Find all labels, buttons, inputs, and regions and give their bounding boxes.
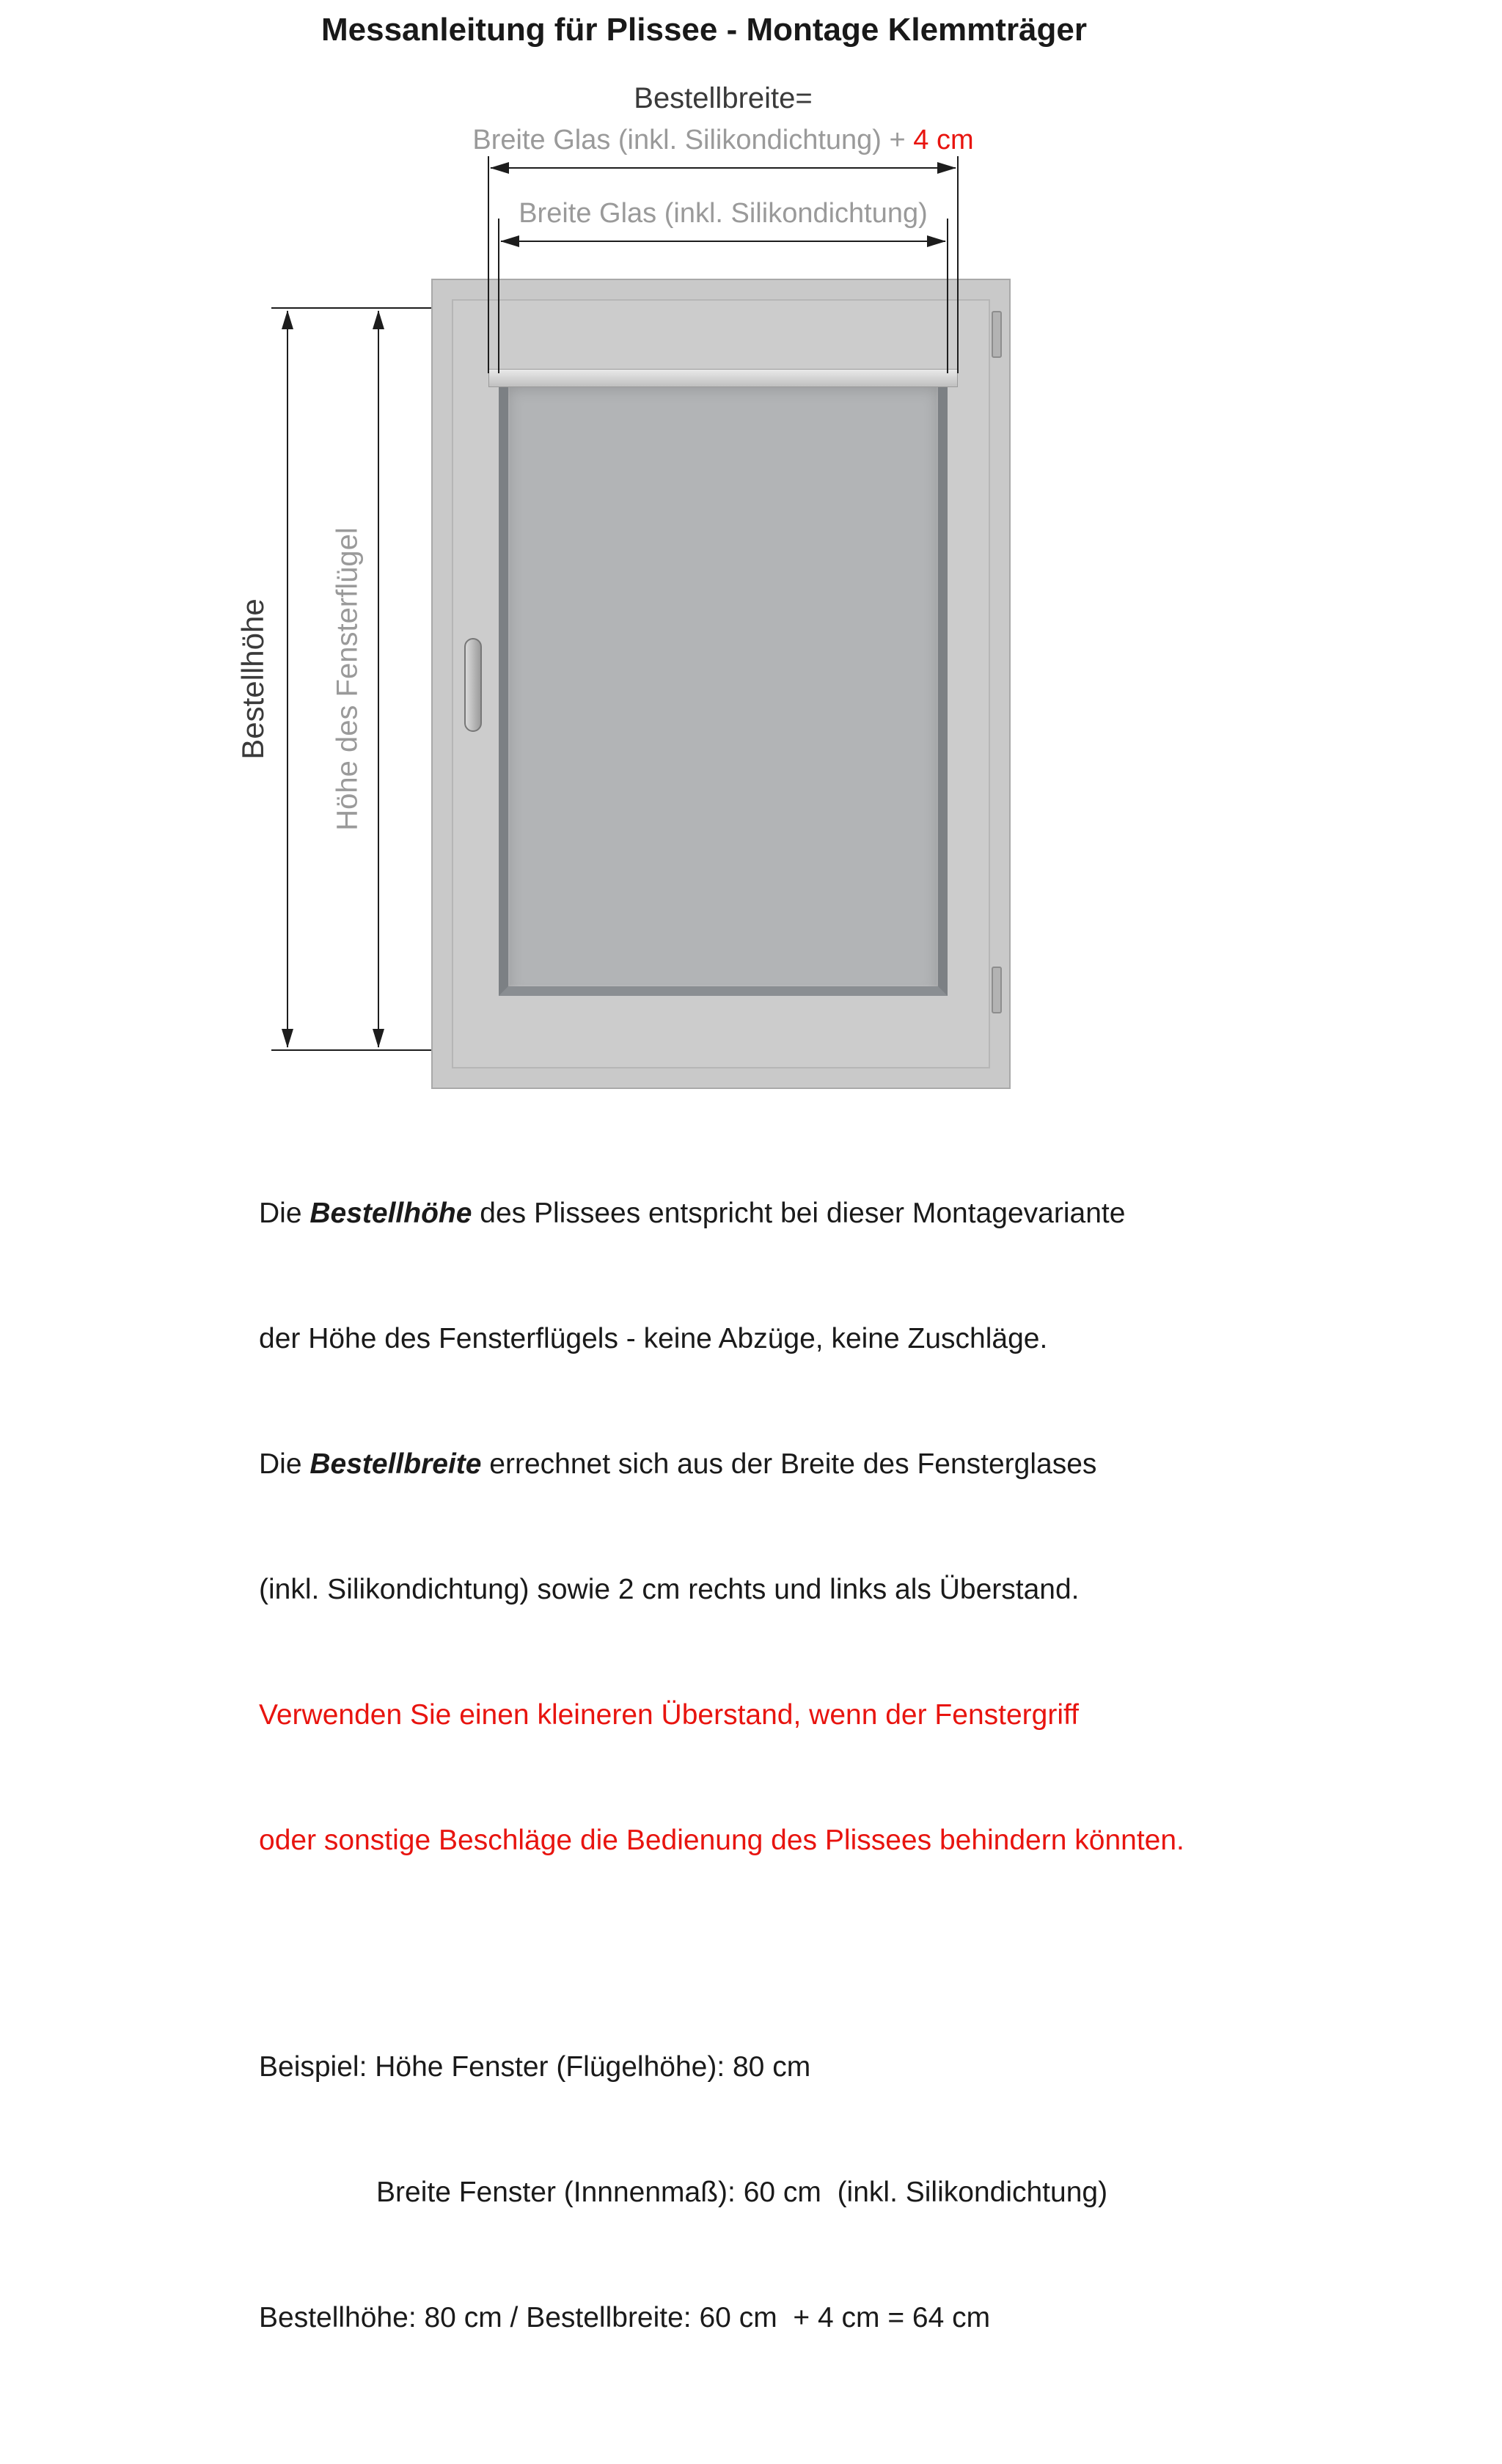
p2-l1-pre: Die xyxy=(259,1448,310,1480)
example-line3: Bestellhöhe: 80 cm / Bestellbreite: 60 cm + 4 cm = 64 cm xyxy=(259,2302,991,2333)
paragraph-height-line1 xyxy=(259,1192,1447,1234)
p2-l1-bold: Bestellbreite xyxy=(309,1448,482,1480)
instruction-text xyxy=(259,1109,1447,2464)
paragraph-width-line1 xyxy=(259,1443,1447,1485)
paragraph-height-line2: der Höhe des Fensterflügels - keine Abzüge, keine Zuschläge. xyxy=(259,1323,1048,1354)
example-line2: Breite Fenster (Innnenmaß): 60 cm (inkl. Silikondichtung) xyxy=(376,2177,1108,2208)
width-inner-label: Breite Glas (inkl. Silikondichtung) xyxy=(519,198,928,229)
fluegelhoehe-label: Höhe des Fensterflügel xyxy=(331,527,364,831)
p1-l1-pre: Die xyxy=(259,1198,310,1229)
width-outer-label-red: 4 cm xyxy=(913,125,974,155)
example-line1: Beispiel: Höhe Fenster (Flügelhöhe): 80 cm xyxy=(259,2051,811,2083)
warning-line1: Verwenden Sie einen kleineren Überstand, wenn der Fenstergriff xyxy=(259,1699,1079,1731)
paragraph-width-line2: (inkl. Silikondichtung) sowie 2 cm rechts und links als Überstand. xyxy=(259,1574,1080,1605)
warning-line2: oder sonstige Beschläge die Bedienung des Plissees behindern könnten. xyxy=(259,1825,1184,1856)
dimension-lines xyxy=(0,0,1502,1100)
bestellhoehe-label: Bestellhöhe xyxy=(235,598,270,760)
width-outer-label-gray: Breite Glas (inkl. Silikondichtung) + xyxy=(472,125,914,155)
p1-l1-post: des Plissees entspricht bei dieser Montagevariante xyxy=(472,1198,1126,1229)
width-outer-label xyxy=(472,125,973,156)
example-block xyxy=(259,1962,1447,2422)
bestellbreite-equals-label: Bestellbreite= xyxy=(634,82,813,114)
p1-l1-bold: Bestellhöhe xyxy=(309,1198,472,1229)
page-title: Messanleitung für Plissee - Montage Klemmträger xyxy=(320,12,1088,48)
p2-l1-post: errechnet sich aus der Breite des Fensterglases xyxy=(481,1448,1097,1480)
